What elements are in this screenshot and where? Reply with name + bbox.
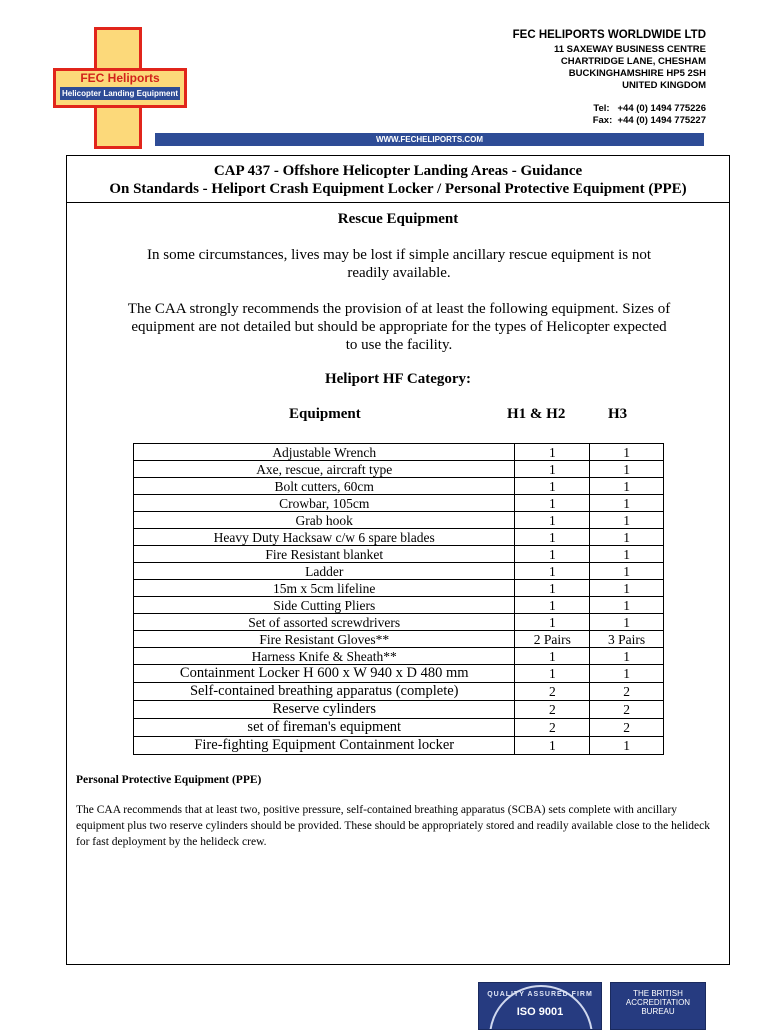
contact-block: [513, 103, 706, 127]
h3-quantity-cell: 1: [590, 478, 664, 495]
h1-h2-quantity-cell: 1: [515, 495, 590, 512]
table-row: [134, 495, 664, 512]
equipment-cell: Axe, rescue, aircraft type: [134, 461, 515, 478]
table-row: [134, 512, 664, 529]
section-title: Rescue Equipment: [337, 211, 459, 227]
h1-h2-quantity-cell: 1: [515, 614, 590, 631]
h3-quantity-cell: 2: [590, 683, 664, 701]
h1-h2-quantity-cell: 1: [515, 648, 590, 665]
iso-9001-badge: [478, 982, 602, 1030]
company-logo: [53, 27, 187, 149]
fax: Fax: +44 (0) 1494 775227: [592, 115, 706, 126]
table-row: [134, 683, 664, 701]
h1-h2-quantity-cell: 1: [515, 478, 590, 495]
table-row: [134, 701, 664, 719]
equipment-cell: Fire Resistant blanket: [134, 546, 515, 563]
h3-quantity-cell: 1: [590, 665, 664, 683]
h1-h2-quantity-cell: 1: [515, 512, 590, 529]
table-row: [134, 614, 664, 631]
h1-h2-quantity-cell: 1: [515, 665, 590, 683]
h1-h2-quantity-cell: 1: [515, 529, 590, 546]
equipment-cell: Crowbar, 105cm: [134, 495, 515, 512]
ppe-title: Personal Protective Equipment (PPE): [76, 774, 262, 786]
equipment-cell: Set of assorted screwdrivers: [134, 614, 515, 631]
table-row: [134, 461, 664, 478]
document-title-line: On Standards - Heliport Crash Equipment Locker / Personal Protective Equipment (PPE): [109, 181, 687, 197]
logo-tagline: Helicopter Landing Equipment: [61, 89, 178, 98]
h3-quantity-cell: 1: [590, 648, 664, 665]
column-header-equipment: Equipment: [289, 406, 361, 422]
h1-h2-quantity-cell: 1: [515, 546, 590, 563]
document-title-box: [67, 156, 729, 203]
equipment-cell: Side Cutting Pliers: [134, 597, 515, 614]
h3-quantity-cell: 1: [590, 546, 664, 563]
table-row: [134, 665, 664, 683]
h3-quantity-cell: 1: [590, 737, 664, 755]
ppe-paragraph: The CAA recommends that at least two, positive pressure, self-contained breathing apparatus (SCBA) sets complete with ancillary equipment plus two reserve cylinders should be provided. These should be appropriately stored and readily available close to the helideck for fast deployment by the helideck crew.: [76, 804, 711, 848]
table-row: [134, 563, 664, 580]
h1-h2-quantity-cell: 1: [515, 461, 590, 478]
h3-quantity-cell: 1: [590, 495, 664, 512]
h3-quantity-cell: 3 Pairs: [590, 631, 664, 648]
h1-h2-quantity-cell: 2: [515, 719, 590, 737]
iso-text: ISO 9001: [516, 1006, 564, 1018]
address-line: CHARTRIDGE LANE, CHESHAM: [560, 56, 706, 67]
column-header-h1-h2: H1 & H2: [507, 406, 566, 422]
category-title: Heliport HF Category:: [324, 371, 472, 387]
table-row: [134, 529, 664, 546]
equipment-table: [133, 443, 664, 755]
h1-h2-quantity-cell: 2 Pairs: [515, 631, 590, 648]
h3-quantity-cell: 1: [590, 614, 664, 631]
equipment-cell: Grab hook: [134, 512, 515, 529]
h3-quantity-cell: 1: [590, 597, 664, 614]
equipment-cell: Heavy Duty Hacksaw c/w 6 spare blades: [134, 529, 515, 546]
h1-h2-quantity-cell: 2: [515, 701, 590, 719]
table-row: [134, 648, 664, 665]
table-row: [134, 719, 664, 737]
table-row: [134, 580, 664, 597]
address-line: BUCKINGHAMSHIRE HP5 2SH: [568, 68, 706, 79]
telephone: Tel: +44 (0) 1494 775226: [593, 103, 706, 114]
h1-h2-quantity-cell: 1: [515, 580, 590, 597]
iso-arc-text: QUALITY ASSURED FIRM: [487, 991, 593, 998]
h3-quantity-cell: 1: [590, 512, 664, 529]
company-name: FEC HELIPORTS WORLDWIDE LTD: [512, 29, 706, 41]
h1-h2-quantity-cell: 2: [515, 683, 590, 701]
equipment-cell: Ladder: [134, 563, 515, 580]
document-title-line: CAP 437 - Offshore Helicopter Landing Areas - Guidance: [213, 163, 583, 179]
intro-paragraph: In some circumstances, lives may be lost if simple ancillary rescue equipment is not readily available.: [146, 247, 652, 281]
table-row: [134, 631, 664, 648]
recommendation-paragraph: The CAA strongly recommends the provision of at least the following equipment. Sizes of equipment are not detailed but should be appropriate for the types of Helicopter expected to use the facility.: [127, 301, 671, 353]
equipment-cell: 15m x 5cm lifeline: [134, 580, 515, 597]
equipment-cell: Containment Locker H 600 x W 940 x D 480 mm: [134, 665, 515, 683]
equipment-cell: Fire-fighting Equipment Containment locker: [134, 737, 515, 755]
equipment-cell: Fire Resistant Gloves**: [134, 631, 515, 648]
h1-h2-quantity-cell: 1: [515, 444, 590, 461]
table-row: [134, 737, 664, 755]
document-frame: [66, 155, 730, 965]
h3-quantity-cell: 1: [590, 563, 664, 580]
column-header-h3: H3: [608, 406, 628, 422]
logo-brand: FEC Heliports: [80, 71, 160, 85]
table-row: [134, 546, 664, 563]
h3-quantity-cell: 2: [590, 719, 664, 737]
equipment-cell: Reserve cylinders: [134, 701, 515, 719]
equipment-cell: Bolt cutters, 60cm: [134, 478, 515, 495]
table-row: [134, 444, 664, 461]
company-address-block: [513, 29, 706, 127]
h3-quantity-cell: 2: [590, 701, 664, 719]
h3-quantity-cell: 1: [590, 444, 664, 461]
h1-h2-quantity-cell: 1: [515, 563, 590, 580]
h1-h2-quantity-cell: 1: [515, 597, 590, 614]
equipment-cell: set of fireman's equipment: [134, 719, 515, 737]
equipment-cell: Harness Knife & Sheath**: [134, 648, 515, 665]
equipment-cell: Self-contained breathing apparatus (complete): [134, 683, 515, 701]
address-line: 11 SAXEWAY BUSINESS CENTRE: [553, 44, 706, 55]
address-line: UNITED KINGDOM: [622, 80, 706, 91]
table-row: [134, 597, 664, 614]
table-row: [134, 478, 664, 495]
british-accreditation-bureau-badge: THE BRITISH ACCREDITATION BUREAU: [610, 982, 706, 1030]
h1-h2-quantity-cell: 1: [515, 737, 590, 755]
equipment-cell: Adjustable Wrench: [134, 444, 515, 461]
h3-quantity-cell: 1: [590, 461, 664, 478]
h3-quantity-cell: 1: [590, 529, 664, 546]
website-link[interactable]: WWW.FECHELIPORTS.COM: [155, 133, 704, 146]
h3-quantity-cell: 1: [590, 580, 664, 597]
